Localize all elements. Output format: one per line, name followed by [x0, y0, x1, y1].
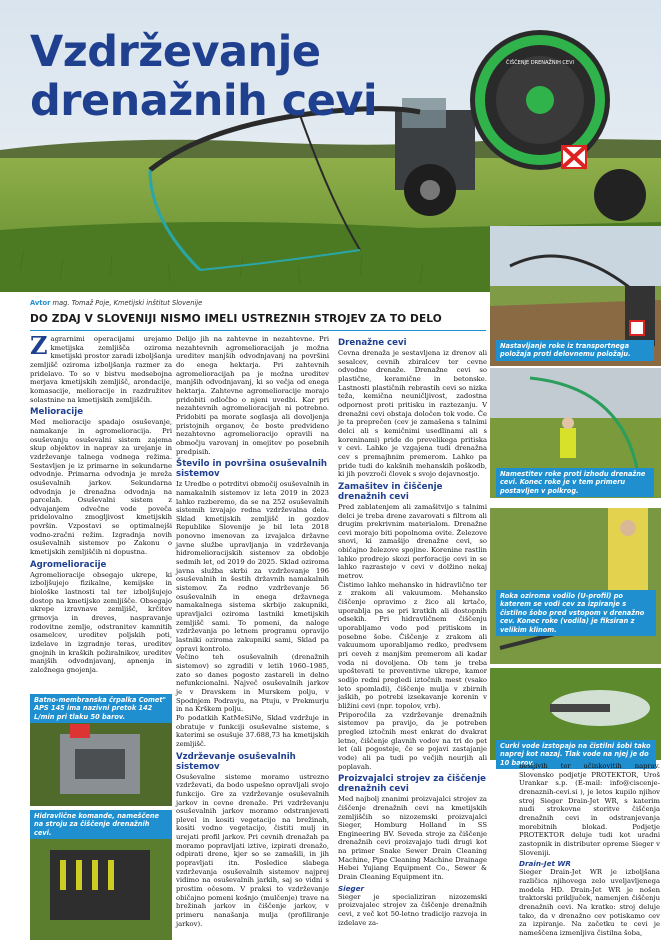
title-line-2: drenažnih cevi	[30, 76, 378, 126]
heading-zamasitev: Zamašitev in čiščenje drenažnih cevi	[338, 481, 443, 502]
caption-nozzle: Curki vode izstopajo na čistilni šobi tako naprej kot nazaj. Tlak vode na njej je do 10 barov.	[496, 740, 656, 769]
paragraph-zamasitev: Pred zablatenjem ali zamašitvijo s talnimi delci je treba drene zavarovati s filtrom ali drugim prekrivnim materialom. Drenažne cevi morajo biti popolnoma ovite. Železove snovi, ki zamašijo drenažne cevi, so običajno železove spojine. Korenine rastlin lahko prodrejo skozi perforacije cevi in se lahko razrastejo v cevi v dolžino nekaj metrov.	[338, 502, 487, 581]
photo-transport-arm	[490, 226, 661, 366]
paragraph-sieger-cont: nesljivih ter učinkovitih naprav. Slovensko podjetje PROTEKTOR, Uroš Urankar s.p. (E-mail: info@ciscenje-drenaznih-cevi.si ), je letos kupilo njihov stroj Sieger Drain-Jet WR, s katerim nudi strokovne storitve čiščenja drenažnih cevi in odstranjevanja morebitnih blokad. Podjetje PROTEKTOR deluje tudi kot uradni zastopnik in distributer opreme Sieger v Sloveniji.	[519, 762, 660, 857]
paragraph-cistimo: Čistimo lahko mehansko in hidravlično ter z zrakom ali vakuumom. Mehansko čiščenje opravimo z žico ali krtačo, uporablja pa se pri kratkih ali dostopnih odsekih. Pri hidravličnem čiščenju uporabljamo vodo pod pritiskom in posebne šobe. Čiščenje z zrakom ali vakuumom uporabljamo redko, predvsem pri ceveh z manjšim premerom ali kadar voda ni dovoljena. Ob tem je treba upoštevati te preventivne ukrepe, kamor sodijo redni pregledi iztočnih mest (vsako leto spomladi), čiščenje mulja v zbirnih jaških, po potrebi izsekavanje korenin v bližini cevi (npr. topolov, vrb).	[338, 580, 487, 710]
heading-sieger: Sieger	[338, 883, 365, 893]
photo-arm-placement	[490, 368, 661, 498]
title-line-1: Vzdrževanje	[30, 27, 321, 77]
byline	[30, 299, 202, 307]
paragraph-drenazne-cevi: Cevna drenaža je sestavljena iz drenov ali sesalcev, cevnih zbiralcev ter cevne odvodne drenaže. Drenažne cevi so plastične, keramične in betonske. Lastnosti plastičnih rebrastih cevi so nizka teža, kemična neuničljivost, zadostna odpornost proti pritisku in raztezanju. V drenažni cevi obstaja določen tok vode. Če je ta preprečen (cev je zamašena s talnimi delci ali s kemičnimi usedlinami ali s koreninami) pride do prevelikega pritiska v cevi. Lahko je vzgajena tudi drenažna cev s premajhnim premerom. Lahko pa pride tudi do kakšnih mehanskih poškodb, ki jih povzroči človek s svojo dejavnostjo.	[338, 349, 487, 479]
column-2	[176, 335, 329, 928]
heading-drain-jet: Drain-Jet WR	[519, 859, 571, 869]
paragraph-drain-jet: Sieger Drain-Jet WR je izboljšana različica njihovega zelo uveljavljenega modela HD. Drain-Jet WR je nošen traktorski priključek, namenjen čiščenju drenažnih cevi. Na kratko: stroj deluje tako, da v drenažno cev potiskamo cev za izpiranje. Na začetku te cevi je nameščena izmenljiva čistilna šoba,	[519, 868, 660, 937]
paragraph-vzdrzevanje: Osuševalne sisteme moramo ustrezno vzdrževati, da bodo uspešno opravljali svojo funkcijo. Gre za vzdrževanje osuševalnih jarkov in cevne drenaže. Pri vzdrževanju osuševalnih jarkov moramo odstranjevati plevel in kositi vegetacijo na brežinah, kositi vodno vegetacijo, čistiti mulj in urejati profil jarkov. Pri cevnih drenažah pa moramo popravljati iztive, izpirati drenažo, odpirati drene, kjer so se zamašili, in jih popravljati itn. Posledice slabega vzdrževanja osuševalnih sistemov najprej vidimo na osuševalnih jarkih, saj so vidni s prostim očesom. V praksi to vzdrževanje običajno pomeni košnjo (mulčenje) trave na brežinah jarkov in čiščenje jarkov, v primeru nanašanja mulja (profiliranje jarkov).	[176, 772, 329, 928]
article-title	[30, 28, 377, 126]
heading-agromelioracije: Agromelioracije	[30, 559, 107, 570]
byline-label: Avtor	[30, 299, 51, 307]
paragraph-priporocila: Priporočila za vzdrževanje drenažnih sistemov pa pravijo, da je potreben pregled iztočnih mest enkrat do dvakrat letno, čiščenje glavnih vodov na tri do pet let (ali pogosteje, če se pojavi zastajanje vode) ali pa tudi po večjih neurjih ali poplavah.	[338, 710, 487, 771]
paragraph-sieger: Sieger je specializiran nizozemski proizvajalec strojev za čiščenje drenažnih cevi, z več kot 50-letno tradicijo razvoja in izdelave za-	[338, 892, 487, 927]
caption-pump: Batno-membranska črpalka Comet" APS 145 ima nazivni pretok 142 L/min pri tlaku 50 barov.	[30, 694, 172, 723]
caption-hydraulic: Hidravlične komande, nameščene na stroju za čiščenje drenažnih cevi.	[30, 810, 172, 839]
photo-pump	[30, 694, 172, 806]
paragraph-proizvajalci: Med najbolj znanimi proizvajalci strojev za čiščenje drenažnih cevi na kmetijskih zemljiščih so nizozemski proizvajalci Sieger, Homburg Holland in SS Engineering BV. Seveda stroje za čiščenje drenažnih cevi proizvajajo tudi drugi kot na primer Snake Sewer Drain Cleaning Machine, Pipe Cleaning Machine Drainage Hebei Yujiang Equipment Co., Sewer & Drain Cleaning Equipment itn.	[338, 795, 487, 882]
heading-vzdrzevanje: Vzdrževanje osuševalnih sistemov	[176, 751, 296, 772]
heading-stevilo: Število in površina osuševalnih sistemov	[176, 459, 328, 480]
column-3	[338, 335, 487, 927]
photo-hydraulic-controls	[30, 810, 172, 940]
paragraph-stevilo: Iz Uredbe o potrditvi območij osuševalnih in namakalnih sistemov iz leta 2019 in 2023 lahko razberemo, da se na 252 osuševalnih sistemih izvajajo redna vzdrževalna dela. Sklad kmetijskih zemljišč in gozdov Republike Slovenije je bil leta 2018 ponovno imenovan za izvajalca državne javne službe upravljanja in vzdrževanja hidromelioracijskih sistemov za obdobje sedmih let, od 2019 do 2025. Sklad oziroma javna služba skrbi za vzdrževanje 196 osuševalnih in šestih državnih namakalnih sistemov. Za redno vzdrževanje 56 osuševalnih in enega državnega namakalnega sistema skrbijo zakupniki, upravljalci oziroma lastniki kmetijskih zemljišč sami. To pomeni, da naloge vzdrževanja po letnem programu opravijo lastniki oziroma zakupniki sami, Sklad pa opravi kontrolo.	[176, 480, 329, 653]
intro-text: agrarnimi operacijami urejamo kmetijska zemljišča oziroma kmetijski prostor zaradi izboljšanja zemljišč oziroma izboljšanja razmer za pridelavo. To so v bistvu medsebojna merjava kmetijskih zemljišč, arondacije, komasacije, melioracije in razdružitev solastnine na kmetijskih zemljiščih.	[30, 335, 172, 404]
photo-nozzle-jets	[490, 668, 661, 767]
caption-u-profile: Roka oziroma vodilo (U-profil) po katerem se vodi cev za izpiranje s čistilno šobo pred vstopom v drenažno cev. Konec roke (vodila) je fiksiran z velikim klinom.	[496, 590, 656, 636]
column-4	[519, 762, 660, 937]
heading-melioracije: Melioracije	[30, 407, 84, 418]
caption-arm-placement: Namestitev roke proti izhodu drenažne cevi. Konec roke je v tem primeru postavljen v polkrog.	[496, 468, 654, 497]
paragraph-vecino: Večino teh osuševalnih (drenažnih sistemov) so zgradili v letih 1960–1985, zato so danes pogosto zastareli in delno nefunkcionalni. Največ osuševalnih jarkov je v Dravskem in Murskem polju, v Spodnjem Podravju, na Ptuju, v Prekmurju in na Krškem polju.	[176, 653, 329, 714]
caption-transport: Nastavljanje roke iz transportnega položaja proti delovnemu položaju.	[496, 340, 654, 361]
drop-cap: Z	[30, 331, 48, 360]
photo-u-profile	[490, 508, 661, 664]
paragraph-agromelioracije-cont: Delijo jih na zahtevne in nezahtevne. Pri nezahtevnih agromelioracijah je možna ureditev manjših odvodnjavanj na površini do enega hektarja. Pri zahtevnih agromelioracijah pa je možna ureditev manjših odvodnjavanj, ki so večja od enega hektarja. Zahtevne agromelioracije morajo pridobiti odločbo o njeni uvedbi. Kar pri nezahtevnih agromelioracijah ni potrebno. Pridobiti pa morate soglasja ali dovoljenja pristojnih organov, če boste predvideno nezahtevno agromelioracijo opravili na območju varovanj in omejitev po posebnih predpisih.	[176, 335, 329, 456]
drum-sign: ČIŠČENJE DRENAŽNIH CEVI	[506, 60, 574, 66]
byline-author: mag. Tomaž Poje, Kmetijski inštitut Slovenije	[52, 299, 203, 307]
paragraph-agromelioracije: Agromelioracije obsegajo ukrepe, ki izboljšujejo fizikalne, kemijske in biološke lastnosti tal ter izboljšujejo dostop na kmetijsko zemljišče. Obsegajo ukrepe izravnave zemljišč, krčitev grmovja in dreves, naspravanje rodovitne zemlje, odstranitev kamnitih osamelcev, ureditev poljskih poti, izdelave in izgradnje teras, ureditev gnojnih in kraških požiralnikov, ureditev manjših odvodnjavanj, apnenja in založnega gnojenja.	[30, 570, 172, 674]
column-1	[30, 331, 172, 675]
paragraph-melioracije: Med melioracije spadajo osuševanje, namakanje in agromelioracija. Pri osuševanju osuševalni sistem zajema skup objektov in naprav za urejanje in vzdrževanje talnega vodnega režima. Sestavljen je iz primarne in sekundarne odvodnje. Primarna odvodnja je mreža osuševalnih jarkov. Sekundarna odvodnja je drenažna odvodnja na parcelah. Osuševalni sistem z odvajanjem odvečne vode poveča pridelovalno zmogljivost kmetijskih površin. Vzpostavi se optimalnejši vodno-zračni režim. Izgradnja novih osuševalnih sistemov po Zakonu o kmetijskih zemljiščih ni dopustna.	[30, 418, 172, 557]
heading-proizvajalci: Proizvajalci strojev za čiščenje drenažnih cevi	[338, 774, 487, 795]
intro-paragraph	[30, 331, 172, 404]
article-subtitle: DO ZDAJ V SLOVENIJI NISMO IMELI USTREZNIH STROJEV ZA TO DELO	[30, 313, 442, 325]
heading-drenazne-cevi: Drenažne cevi	[338, 338, 407, 348]
title-rule	[30, 330, 486, 331]
paragraph-katmesine: Po podatkih KatMeSiNe, Sklad vzdržuje in obratuje v funkciji osuševalne sisteme, s katerimi se osušuje 37.688,73 ha kmetijskih zemljišč.	[176, 713, 329, 748]
